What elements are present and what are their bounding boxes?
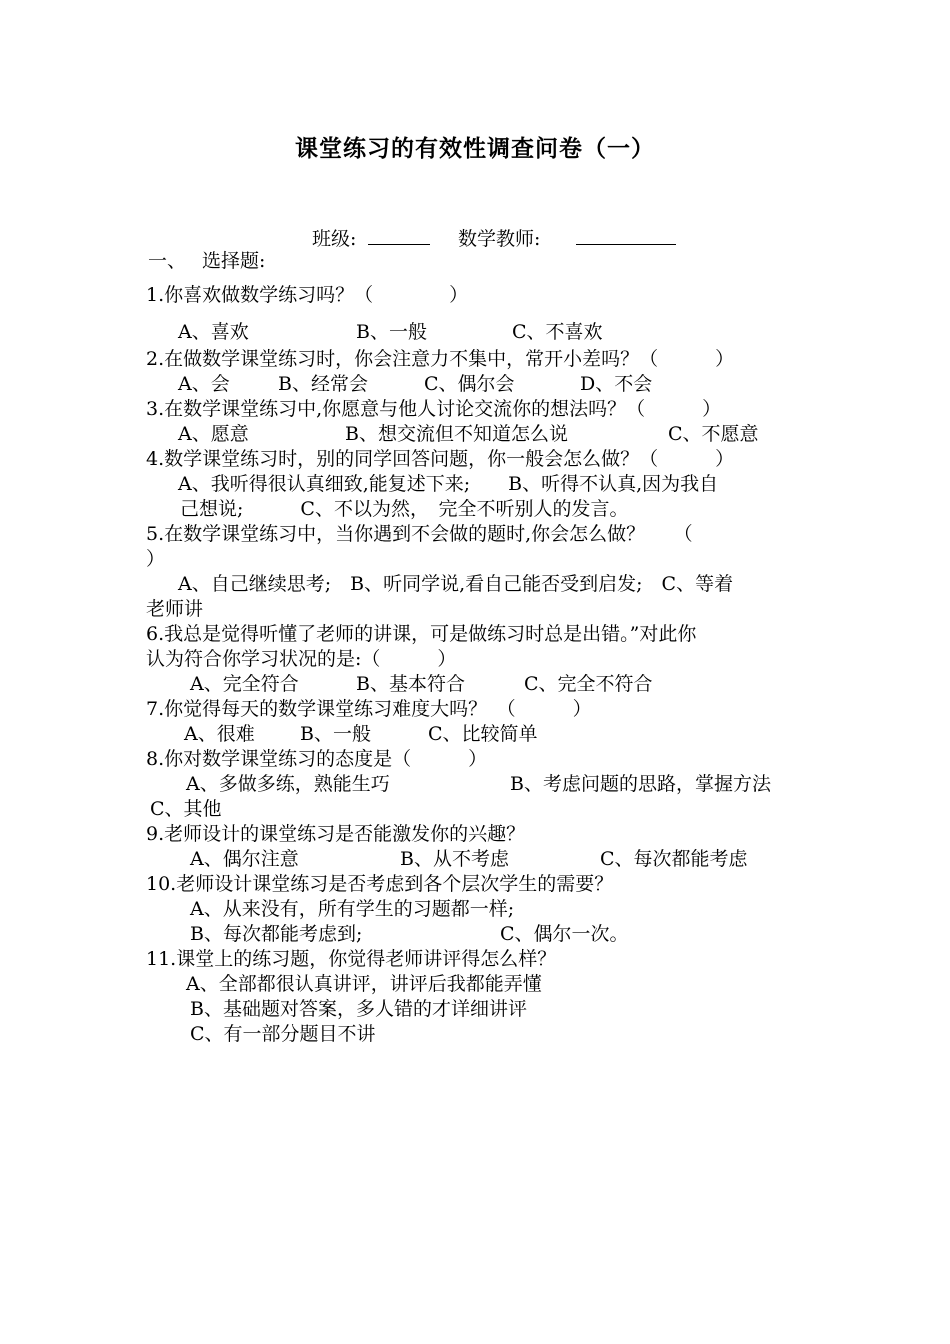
q1-option-b: B、一般 (356, 321, 427, 343)
q8-option-c: C、其他 (150, 798, 222, 820)
question-6-line2: 认为符合你学习状况的是:（ ） (146, 648, 457, 670)
question-3: 3.在数学课堂练习中,你愿意与他人讨论交流你的想法吗？（ ） (146, 398, 722, 420)
q10-option-c: C、偶尔一次。 (500, 923, 629, 945)
q3-option-b: B、想交流但不知道怎么说 (345, 423, 568, 445)
class-field (312, 226, 430, 251)
question-5-paren: ） (146, 548, 166, 570)
question-1: 1.你喜欢做数学练习吗？（ ） (146, 284, 469, 306)
q11-option-c: C、有一部分题目不讲 (190, 1023, 376, 1045)
q2-option-b: B、经常会 (278, 373, 368, 395)
class-label: 班级: (312, 228, 357, 250)
teacher-label: 数学教师: (458, 228, 541, 250)
question-2: 2.在做数学课堂练习时，你会注意力不集中，常开小差吗？（ ） (146, 348, 735, 370)
q5-options-line2: 老师讲 (146, 598, 204, 620)
q7-option-a: A、很难 (184, 723, 255, 745)
q1-option-c: C、不喜欢 (512, 321, 603, 343)
q2-option-d: D、不会 (580, 373, 653, 395)
q9-option-c: C、每次都能考虑 (600, 848, 748, 870)
question-10: 10.老师设计课堂练习是否考虑到各个层次学生的需要？ (146, 873, 614, 895)
q2-option-c: C、偶尔会 (424, 373, 515, 395)
q7-option-c: C、比较简单 (428, 723, 538, 745)
question-7: 7.你觉得每天的数学课堂练习难度大吗？ （ ） (146, 698, 592, 720)
question-9: 9.老师设计的课堂练习是否能激发你的兴趣？ (146, 823, 526, 845)
q3-option-c: C、不愿意 (668, 423, 759, 445)
q6-option-a: A、完全符合 (190, 673, 299, 695)
q9-option-b: B、从不考虑 (400, 848, 509, 870)
question-8: 8.你对数学课堂练习的态度是（ ） (146, 748, 488, 770)
section-title: 选择题: (202, 250, 266, 272)
teacher-blank[interactable] (576, 226, 676, 245)
class-blank[interactable] (368, 226, 430, 245)
page-title: 课堂练习的有效性调查问卷（一） (295, 136, 655, 162)
q9-option-a: A、偶尔注意 (190, 848, 299, 870)
q5-options-line1: A、自己继续思考; B、听同学说,看自己能否受到启发; C、等着 (178, 573, 734, 595)
q4-options-line2: 己想说; C、不以为然， 完全不听别人的发言。 (180, 498, 629, 520)
question-6: 6.我总是觉得听懂了老师的讲课，可是做练习时总是出错。”对此你 (146, 623, 697, 645)
section-number: 一、 (148, 250, 187, 272)
q8-option-a: A、多做多练，熟能生巧 (186, 773, 390, 795)
q6-option-b: B、基本符合 (356, 673, 465, 695)
q6-option-c: C、完全不符合 (524, 673, 653, 695)
q2-option-a: A、会 (178, 373, 230, 395)
q1-option-a: A、喜欢 (178, 321, 249, 343)
question-5: 5.在数学课堂练习中，当你遇到不会做的题时,你会怎么做？ （ (146, 523, 693, 545)
q11-option-a: A、全部都很认真讲评，讲评后我都能弄懂 (186, 973, 542, 995)
question-4: 4.数学课堂练习时，别的同学回答问题，你一般会怎么做？（ ） (146, 448, 735, 470)
question-11: 11.课堂上的练习题，你觉得老师讲评得怎么样？ (146, 948, 557, 970)
teacher-field (458, 226, 676, 251)
q3-option-a: A、愿意 (178, 423, 249, 445)
q4-options-line1: A、我听得很认真细致,能复述下来; B、听得不认真,因为我自 (178, 473, 719, 495)
q8-option-b: B、考虑问题的思路，掌握方法 (510, 773, 771, 795)
q11-option-b: B、基础题对答案，多人错的才详细讲评 (190, 998, 527, 1020)
q7-option-b: B、一般 (300, 723, 371, 745)
q10-option-a: A、从来没有，所有学生的习题都一样; (190, 898, 515, 920)
q10-option-b: B、每次都能考虑到; (190, 923, 363, 945)
